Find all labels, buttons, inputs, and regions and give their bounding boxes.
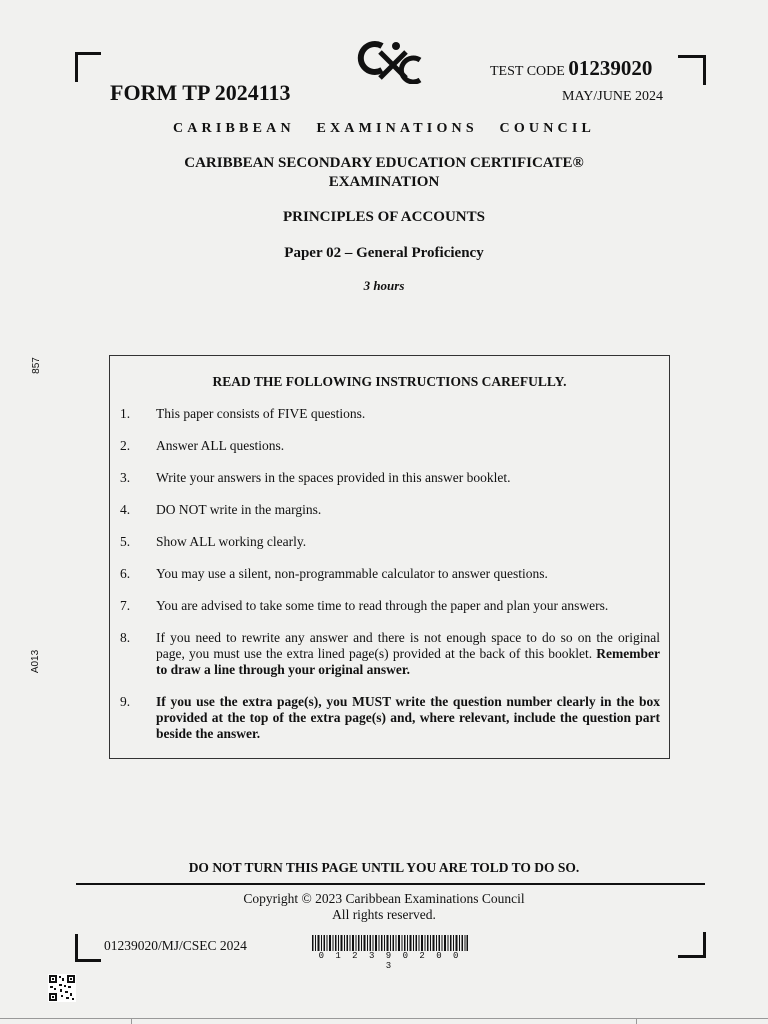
instruction-item <box>120 598 660 614</box>
footer-code: 01239020/MJ/CSEC 2024 <box>104 938 247 953</box>
instruction-number: 9. <box>120 694 131 709</box>
instruction-text: Answer ALL questions. <box>156 438 285 453</box>
exam-session: MAY/JUNE 2024 <box>562 89 663 104</box>
examination-title: EXAMINATION <box>328 174 440 190</box>
instruction-item <box>120 470 660 486</box>
instruction-item <box>120 406 660 422</box>
corner-mark-top-left <box>75 52 78 82</box>
instruction-number: 4. <box>120 502 131 517</box>
instruction-text: You may use a silent, non-programmable calculator to answer questions. <box>156 566 548 581</box>
instruction-number: 2. <box>120 438 131 453</box>
instruction-text-block <box>156 630 660 678</box>
form-title: FORM TP 2024113 <box>110 80 291 105</box>
instruction-item <box>120 438 660 454</box>
instruction-text: This paper consists of FIVE questions. <box>156 406 366 421</box>
scan-line-bottom <box>0 1018 768 1019</box>
cxc-logo <box>356 38 426 84</box>
test-code-number: 01239020 <box>568 56 653 80</box>
instruction-number: 1. <box>120 406 131 421</box>
corner-mark-top-left-h <box>75 52 101 55</box>
subject-title: PRINCIPLES OF ACCOUNTS <box>283 209 485 225</box>
instruction-item <box>120 694 660 742</box>
qr-code <box>48 974 76 1002</box>
instruction-text: If you need to rewrite any answer and there is not enough space to do so on the original page, you must use the extra lined page(s) provided at the back of this booklet. <box>156 630 660 661</box>
instruction-number: 8. <box>120 630 131 645</box>
instruction-text: You are advised to take some time to read through the paper and plan your answers. <box>156 598 609 613</box>
rights-line: All rights reserved. <box>332 907 436 922</box>
certificate-title: CARIBBEAN SECONDARY EDUCATION CERTIFICATE® <box>184 155 584 171</box>
instruction-text: Write your answers in the spaces provided in this answer booklet. <box>156 470 511 485</box>
copyright-line: Copyright © 2023 Caribbean Examinations Council <box>243 891 525 906</box>
margin-note-mid: A013 <box>30 649 42 674</box>
instruction-emphasis: Remember to draw a line through your original answer. <box>156 646 661 677</box>
scan-line-vertical-1 <box>131 1018 132 1024</box>
council-name: CARIBBEAN EXAMINATIONS COUNCIL <box>172 121 596 136</box>
instructions-heading: READ THE FOLLOWING INSTRUCTIONS CAREFULLY. <box>212 374 567 389</box>
instruction-item <box>120 534 660 550</box>
test-code <box>490 56 652 81</box>
instruction-number: 6. <box>120 566 131 581</box>
paper-title: Paper 02 – General Proficiency <box>284 245 484 261</box>
scan-line-vertical-2 <box>636 1018 637 1024</box>
corner-mark-bottom-right-h <box>678 955 706 958</box>
instruction-number: 3. <box>120 470 131 485</box>
instruction-text: If you use the extra page(s), you MUST write the question number clearly in the box provided at the top of the extra page(s) and, where relevant, include the question part beside the answer. <box>156 694 660 741</box>
do-not-turn-warning: DO NOT TURN THIS PAGE UNTIL YOU ARE TOLD TO DO SO. <box>188 860 580 875</box>
duration: 3 hours <box>363 278 405 293</box>
instruction-item <box>120 566 660 582</box>
corner-mark-top-right <box>703 55 706 85</box>
instruction-text: DO NOT write in the margins. <box>156 502 322 517</box>
corner-mark-bottom-left-h <box>75 959 101 962</box>
margin-note-top: 857 <box>30 357 42 374</box>
instructions-box <box>109 355 670 759</box>
barcode-digits: 0 1 2 3 9 0 2 0 0 3 <box>318 951 462 971</box>
instruction-text: Show ALL working clearly. <box>156 534 307 549</box>
corner-mark-top-right-h <box>678 55 706 58</box>
test-code-label: TEST CODE <box>490 64 565 79</box>
footer-rule <box>76 883 705 885</box>
instruction-number: 5. <box>120 534 131 549</box>
instruction-number: 7. <box>120 598 131 613</box>
instruction-item <box>120 630 660 678</box>
instruction-item <box>120 502 660 518</box>
corner-mark-bottom-left <box>75 934 78 962</box>
barcode <box>312 935 468 951</box>
